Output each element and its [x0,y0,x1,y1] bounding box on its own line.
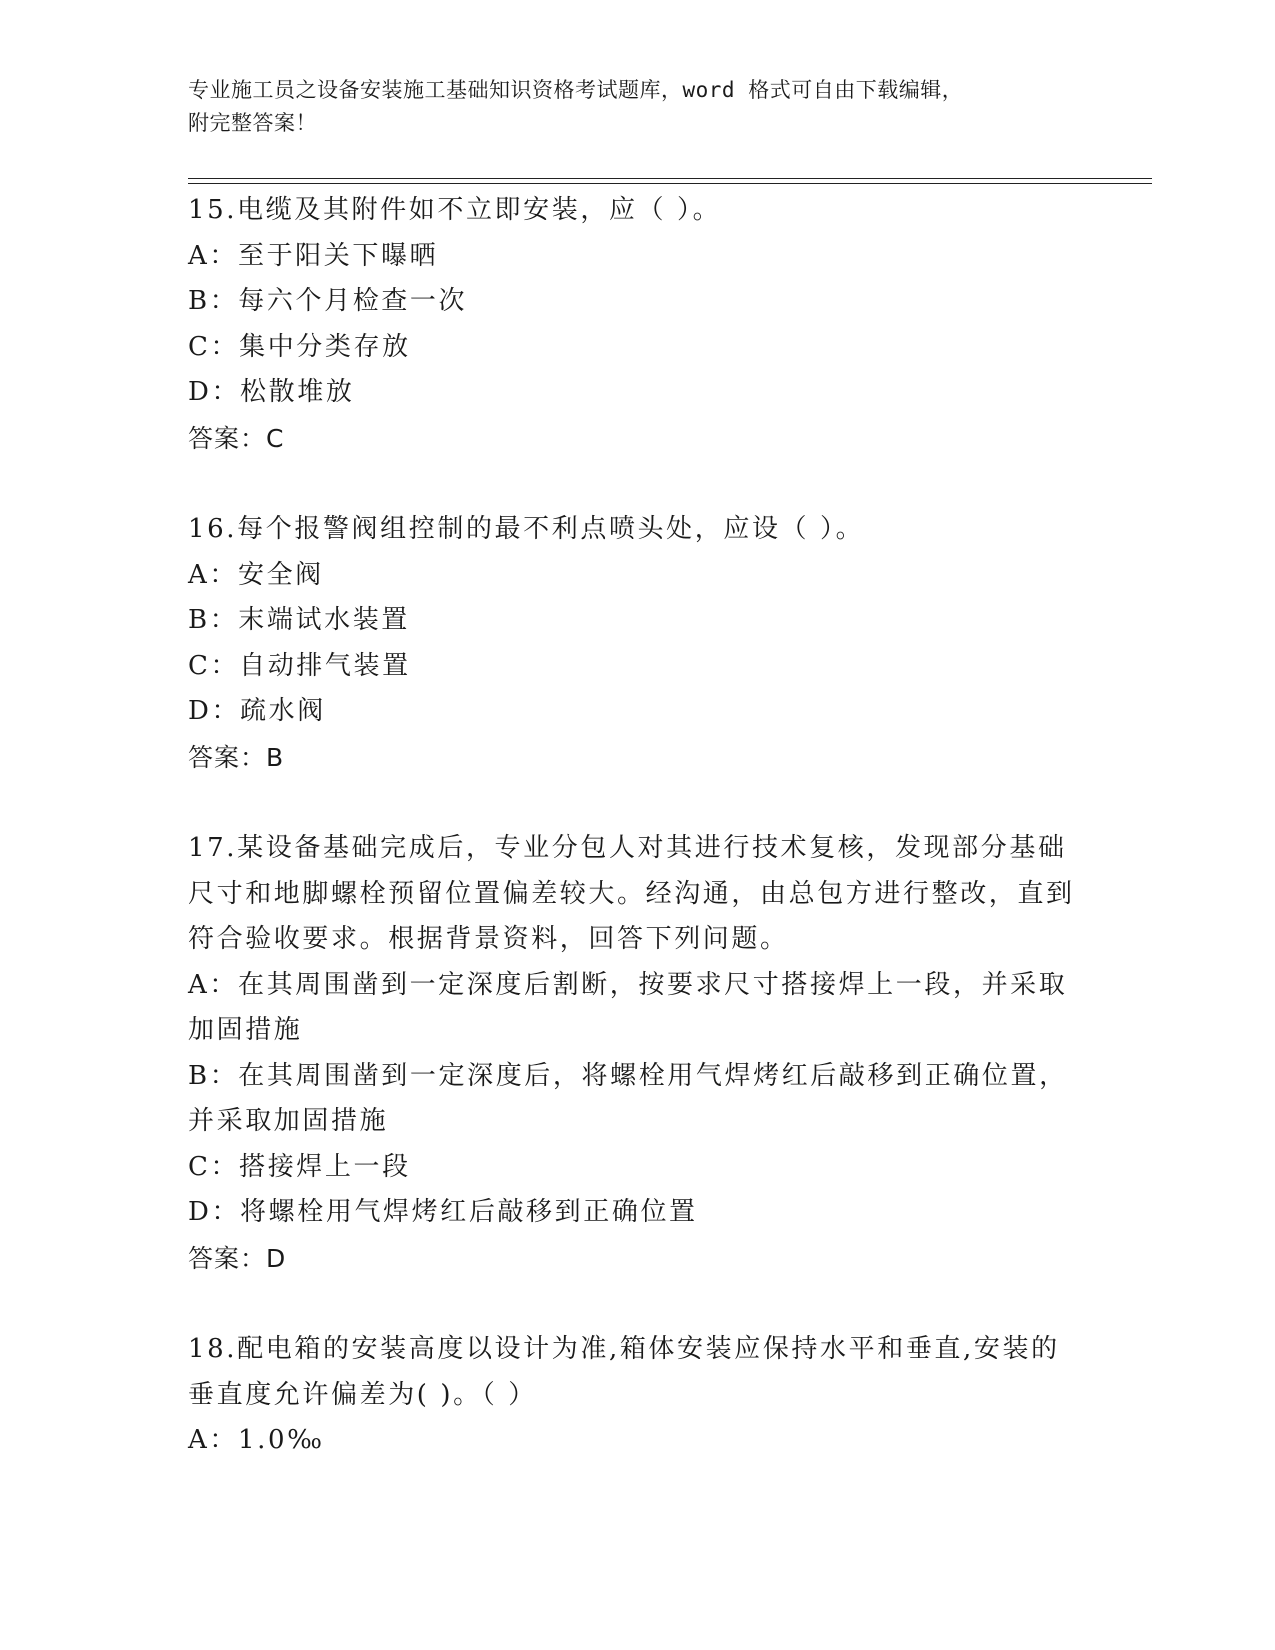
answer: 答案：B [188,742,285,772]
question-text: 15.电缆及其附件如不立即安装，应（ ）。 [188,195,722,225]
question-list [188,188,1078,1510]
header-line-2: 附完整答案！ [188,111,317,135]
question-text: 17.某设备基础完成后，专业分包人对其进行技术复核，发现部分基础尺寸和地脚螺栓预留位置偏差较大。经沟通，由总包方进行整改，直到符合验收要求。根据背景资料，回答下列问题。 [188,833,1075,954]
question-17 [188,826,1078,1281]
option-d: D：将螺栓用气焊烤红后敲移到正确位置 [188,1197,698,1227]
question-16 [188,507,1078,780]
option-c: C：自动排气装置 [188,650,411,681]
option-a: A：至于阳关下曝晒 [188,240,439,271]
option-d: D：疏水阀 [188,696,326,726]
option-d: D：松散堆放 [188,377,355,407]
question-15 [188,188,1078,461]
question-18 [188,1327,1078,1464]
answer: 答案：D [188,1243,287,1273]
answer: 答案：C [188,423,285,453]
question-text: 16.每个报警阀组控制的最不利点喷头处，应设（ ）。 [188,514,865,544]
option-a: A：在其周围凿到一定深度后割断，按要求尺寸搭接焊上一段，并采取加固措施 [188,969,1068,1045]
option-b: B：末端试水装置 [188,605,410,635]
header-divider-top [188,178,1152,179]
header-divider-bottom [188,183,1152,184]
option-b: B：每六个月检查一次 [188,286,468,316]
option-c: C：搭接焊上一段 [188,1151,411,1182]
header-line-1: 专业施工员之设备安装施工基础知识资格考试题库，word 格式可自由下载编辑， [188,78,964,102]
option-c: C：集中分类存放 [188,331,411,362]
question-text: 18.配电箱的安装高度以设计为准,箱体安装应保持水平和垂直,安装的垂直度允许偏差为( )。（ ） [188,1334,1060,1410]
option-a: A：安全阀 [188,559,324,590]
document-header [188,74,1088,140]
option-a: A：1.0‰ [188,1425,325,1455]
option-b: B：在其周围凿到一定深度后，将螺栓用气焊烤红后敲移到正确位置，并采取加固措施 [188,1060,1068,1136]
